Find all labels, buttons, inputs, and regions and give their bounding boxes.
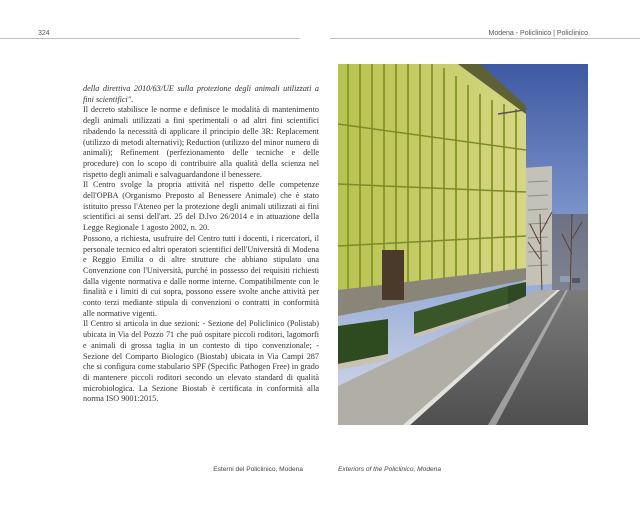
top-rule-left <box>0 38 300 39</box>
top-rule-right <box>330 38 640 39</box>
caption-italian: Esterni del Policlinico, Modena <box>213 466 303 473</box>
building-exterior-photo <box>338 64 588 425</box>
paragraph: Possono, a richiesta, usufruire del Centro tutti i docenti, i ricercatori, il personale tecnico ed altri operatori scientifici dell'Università di Modena e Reggio Emilia o di altre strutture che abbiano stipulato una Convenzione con l'Università, purché in possesso dei requisiti richiesti dalla vigente normativa e dalle norme interne. Compatibilmente con le finalità e i limiti di cui sopra, possono essere svolte anche attività per conto terzi mediante stipula di convenzioni o contratti in conformità alle normative vigenti. <box>83 233 319 318</box>
body-text <box>83 84 319 405</box>
paragraph: Il Centro svolge la propria attività nel rispetto delle competenze dell'OPBA (Organismo Preposto al Benessere Animale) che è stato istituito presso l'Ateneo per la protezione degli animali utilizzati ai fini scientifici ai sensi dell'art. 25 del D.lvo 26/2014 e in attuazione della Legge Regionale 1 agosto 2002, n. 20. <box>83 180 319 233</box>
paragraph: Il decreto stabilisce le norme e definisce le modalità di mantenimento degli animali utilizzati a fini sperimentali o ad altri fini scientifici ribadendo la necessità di applicare il principio delle 3R: Replacement (utilizzo di metodi alternativi); Reduction (utilizzo del minor numero di animali); Refinement (perfezionamento delle tecniche e delle procedure) con lo scopo di contribuire alla qualità della scienza nel rispetto degli animali e salvaguardandone il benessere. <box>83 105 319 179</box>
caption-english: Exteriors of the Policlinico, Modena <box>338 466 441 473</box>
running-head: Modena - Policlinico | Policlinico <box>488 30 588 37</box>
intro-quote: della direttiva 2010/63/UE sulla protezione degli animali utilizzati a fini scientifici". <box>83 84 319 104</box>
paragraph: Il Centro si articola in due sezioni: - Sezione del Policlinico (Polistab) ubicata in Via del Pozzo 71 che può ospitare piccoli roditori, lagomorfi e animali di grossa taglia in un contesto di tipo convenzionale; - Sezione del Comparto Biologico (Biostab) ubicata in Via Campi 287 che si configura come stabulario SPF (Specific Pathogen Free) in grado di mantenere piccoli roditori secondo un elevato standard di qualità microbiologica. La Sezione Biostab è certificata in conformità alla norma ISO 9001:2015. <box>83 319 319 404</box>
page-number: 324 <box>38 30 50 37</box>
